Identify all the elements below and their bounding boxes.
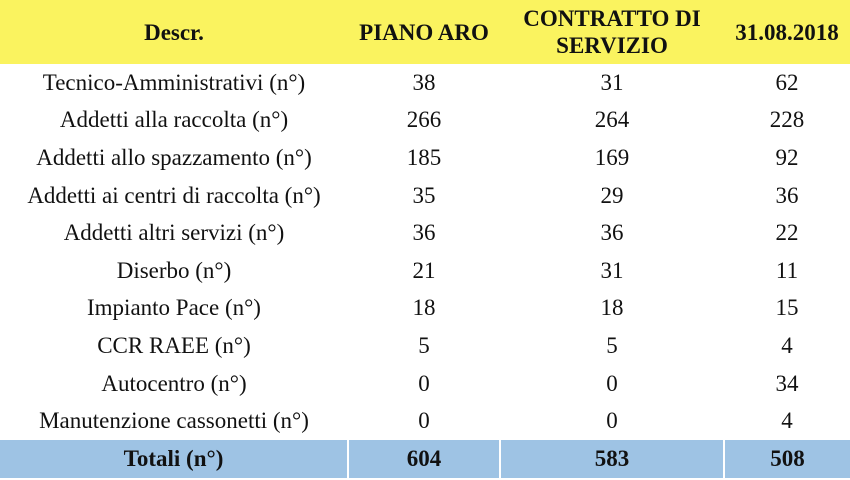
cell-date-value: 228 (769, 107, 805, 133)
cell-date-value: 4 (781, 332, 793, 358)
cell-piano-aro: 36 (412, 220, 436, 246)
table-row (0, 139, 850, 177)
cell-date-value: 22 (775, 220, 799, 246)
table-row (0, 327, 850, 365)
header-description: Descr. (0, 0, 348, 64)
row-label: Impianto Pace (n°) (87, 295, 261, 321)
cell-contratto: 36 (600, 220, 624, 246)
total-piano-aro: 604 (348, 440, 500, 478)
cell-date-value: 4 (781, 408, 793, 434)
cell-piano-aro: 266 (406, 107, 442, 133)
header-contratto-di-servizio: CONTRATTO DI SERVIZIO (500, 0, 724, 64)
cell-contratto: 31 (600, 257, 624, 283)
table-row (0, 290, 850, 328)
cell-contratto: 0 (606, 370, 618, 396)
cell-piano-aro: 18 (412, 295, 436, 321)
cell-contratto: 5 (606, 332, 618, 358)
cell-piano-aro: 38 (412, 69, 436, 95)
total-label: Totali (n°) (0, 440, 348, 478)
table-row (0, 64, 850, 102)
total-row (0, 440, 850, 478)
total-contratto: 583 (500, 440, 724, 478)
cell-contratto: 0 (606, 408, 618, 434)
cell-contratto: 264 (594, 107, 630, 133)
cell-contratto: 31 (600, 69, 624, 95)
table-row (0, 365, 850, 403)
cell-piano-aro: 35 (412, 182, 436, 208)
header-date: 31.08.2018 (724, 0, 850, 64)
total-date-value: 508 (724, 440, 850, 478)
cell-date-value: 62 (775, 69, 799, 95)
row-label: Manutenzione cassonetti (n°) (39, 408, 309, 434)
cell-piano-aro: 5 (418, 332, 430, 358)
row-label: Diserbo (n°) (116, 257, 232, 283)
cell-date-value: 15 (775, 295, 799, 321)
table-row (0, 177, 850, 215)
row-label: Addetti ai centri di raccolta (n°) (27, 182, 321, 208)
row-label: Autocentro (n°) (101, 370, 247, 396)
cell-contratto: 18 (600, 295, 624, 321)
cell-date-value: 36 (775, 182, 799, 208)
cell-date-value: 11 (775, 257, 799, 283)
cell-piano-aro: 185 (406, 144, 442, 170)
cell-date-value: 34 (775, 370, 799, 396)
row-label: Tecnico-Amministrativi (n°) (42, 69, 306, 95)
header-piano-aro: PIANO ARO (348, 0, 500, 64)
cell-piano-aro: 0 (418, 408, 430, 434)
table-row (0, 102, 850, 140)
cell-piano-aro: 21 (412, 257, 436, 283)
row-label: Addetti altri servizi (n°) (63, 220, 285, 246)
header-row (0, 0, 850, 64)
table-row (0, 402, 850, 440)
row-label: Addetti allo spazzamento (n°) (36, 144, 312, 170)
cell-contratto: 29 (600, 182, 624, 208)
table-row (0, 214, 850, 252)
cell-contratto: 169 (594, 144, 630, 170)
cell-date-value: 92 (775, 144, 799, 170)
cell-piano-aro: 0 (418, 370, 430, 396)
row-label: CCR RAEE (n°) (97, 332, 251, 358)
table-row (0, 252, 850, 290)
row-label: Addetti alla raccolta (n°) (59, 107, 289, 133)
